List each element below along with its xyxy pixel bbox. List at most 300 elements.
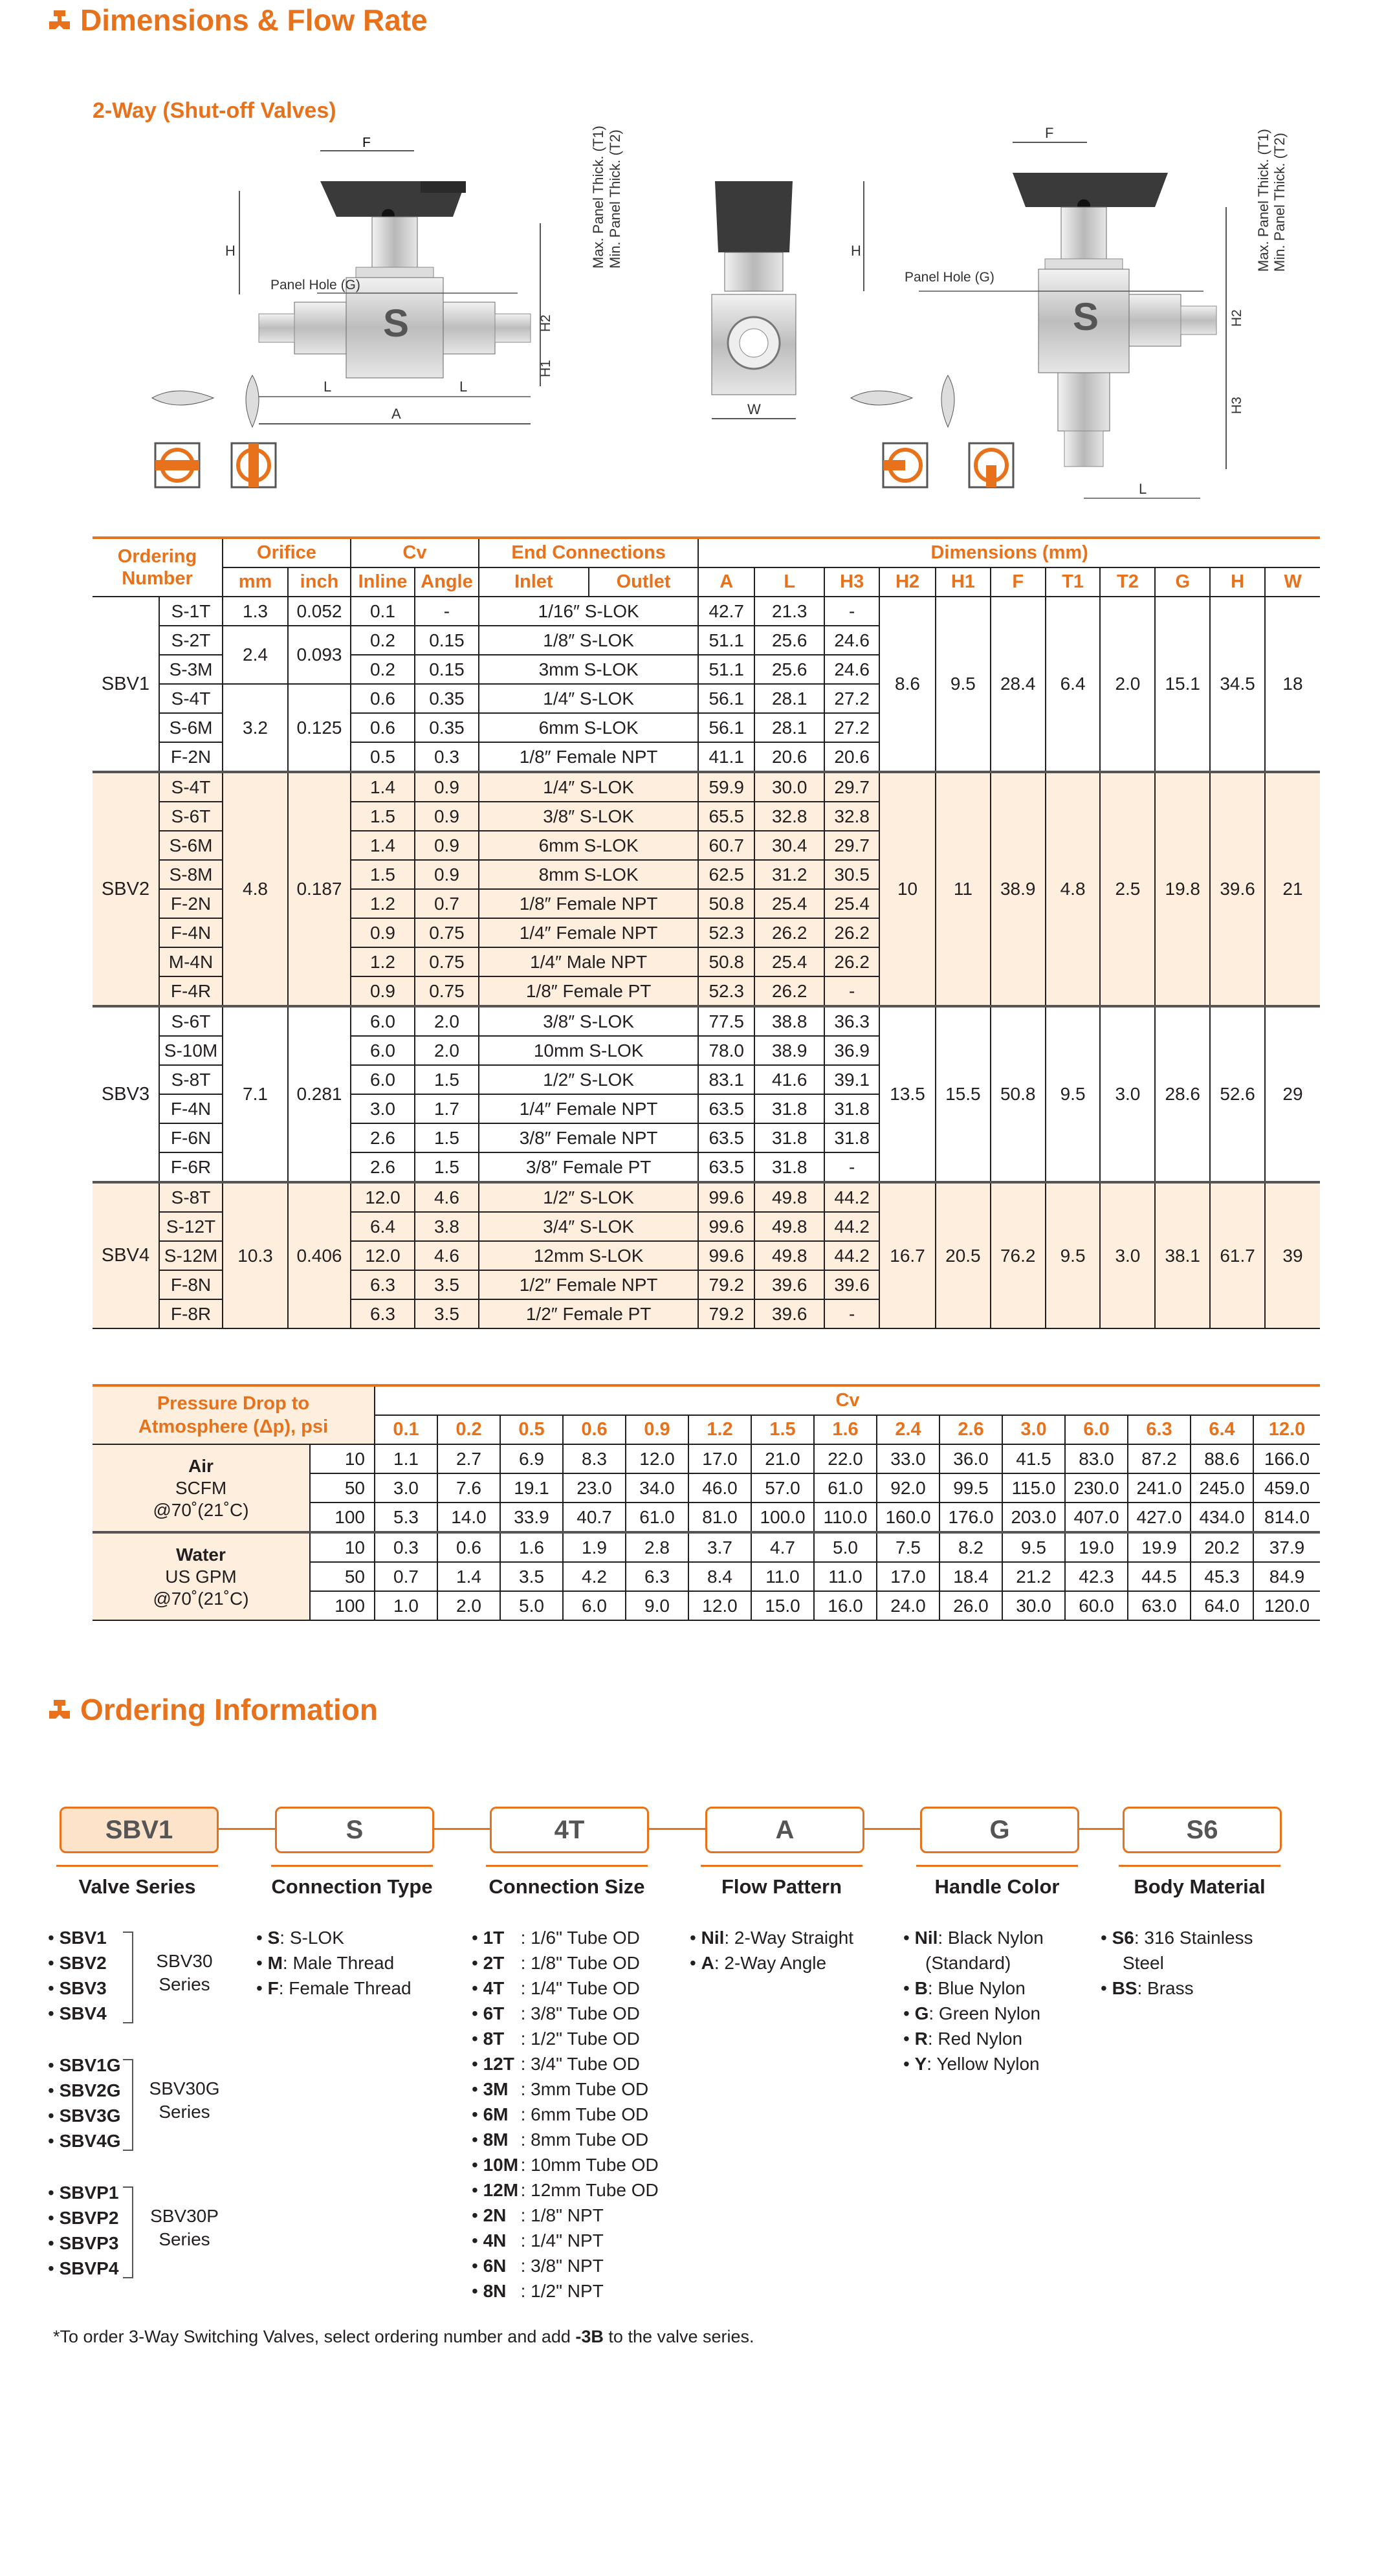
table-cell: S-3M: [159, 655, 223, 684]
water-label-cell: [93, 1532, 310, 1620]
flow-value-cell: 427.0: [1128, 1503, 1191, 1532]
table-cell: 49.8: [754, 1241, 824, 1270]
flow-value-cell: 814.0: [1253, 1503, 1320, 1532]
table-cell: 2.0: [415, 1036, 479, 1065]
table-cell: 1.7: [415, 1094, 479, 1123]
conn-type-item: • M: Male Thread: [256, 1950, 394, 1976]
cv-value-header: 2.6: [939, 1415, 1002, 1444]
table-cell: M-4N: [159, 947, 223, 976]
table-cell: 7.1: [223, 1006, 288, 1182]
table-cell: 9.5: [936, 597, 991, 772]
series-code: SBVP2: [59, 2208, 119, 2228]
flow-value-cell: 8.4: [688, 1562, 751, 1591]
valve-drawings: [142, 120, 1320, 511]
series-item: • SBV2: [48, 1953, 107, 1973]
table-cell: 10: [879, 772, 936, 1006]
flow-value-cell: 11.0: [814, 1562, 877, 1591]
option-desc-cont: (Standard): [925, 1953, 1011, 1973]
svg-text:H2: H2: [1229, 309, 1244, 327]
series-item: • SBV1G: [48, 2055, 121, 2075]
table-cell: 0.75: [415, 918, 479, 947]
option-code: S6: [1112, 1928, 1134, 1948]
option-desc: : 3mm Tube OD: [520, 2079, 649, 2099]
flow-value-cell: 203.0: [1002, 1503, 1065, 1532]
flow-value-cell: 83.0: [1065, 1444, 1128, 1473]
table-cell: 1/4″ S-LOK: [479, 684, 698, 713]
table-cell: 42.7: [698, 597, 754, 626]
flow-value-cell: 8.2: [939, 1532, 1002, 1562]
table-cell: 2.0: [1100, 597, 1155, 772]
series-label: Series: [159, 2229, 210, 2249]
flow-rate-table: [93, 1384, 1320, 1621]
table-cell: -: [824, 1152, 879, 1182]
table-cell: 1/4″ Female NPT: [479, 1094, 698, 1123]
series-item: • SBV1: [48, 1928, 107, 1948]
handle-color-item: • Nil: Black Nylon: [903, 1925, 1044, 1950]
flow-value-cell: 30.0: [1002, 1591, 1065, 1620]
flow-value-cell: 81.0: [688, 1503, 751, 1532]
table-cell: 10.3: [223, 1182, 288, 1328]
series-code: SBVP4: [59, 2258, 119, 2278]
table-cell: 29.7: [824, 772, 879, 802]
table-cell: 20.6: [754, 742, 824, 772]
table-cell: 6.0: [351, 1036, 415, 1065]
table-cell: 26.2: [824, 918, 879, 947]
ordering-caption: Handle Color: [934, 1875, 1060, 1898]
flow-value-cell: 6.9: [500, 1444, 563, 1473]
flow-value-cell: 34.0: [626, 1473, 688, 1503]
table-cell: 0.9: [415, 772, 479, 802]
option-code: BS: [1112, 1978, 1137, 1998]
hdr-end-connections: End Connections: [479, 538, 698, 567]
option-desc: : S-LOK: [280, 1928, 344, 1948]
svg-text:F: F: [1045, 125, 1054, 141]
option-code: Nil: [914, 1928, 938, 1948]
table-cell: 39.6: [754, 1299, 824, 1328]
table-cell: SBV4: [93, 1182, 159, 1328]
series-label: Series: [159, 1974, 210, 1994]
table-cell: 0.6: [351, 684, 415, 713]
table-cell: 61.7: [1210, 1182, 1265, 1328]
conn-size-item: • 2T : 1/8" Tube OD: [472, 1950, 640, 1976]
table-cell: 77.5: [698, 1006, 754, 1036]
table-cell: 4.6: [415, 1241, 479, 1270]
dimensions-table: [93, 536, 1320, 1329]
table-cell: 0.3: [415, 742, 479, 772]
table-cell: 15.1: [1155, 597, 1210, 772]
svg-text:H: H: [851, 243, 861, 259]
hdr-h2: H2: [879, 567, 936, 597]
flow-value-cell: 12.0: [626, 1444, 688, 1473]
handle-color-item: • Y: Yellow Nylon: [903, 2051, 1040, 2076]
table-cell: 83.1: [698, 1065, 754, 1094]
option-code: 8T: [483, 2029, 505, 2049]
option-desc: : Red Nylon: [927, 2029, 1023, 2049]
cv-value-header: 6.3: [1128, 1415, 1191, 1444]
series-item: • SBVP4: [48, 2258, 119, 2278]
ordering-code-box: A: [705, 1807, 864, 1853]
conn-size-item: • 8M : 8mm Tube OD: [472, 2127, 648, 2152]
series-item: • SBV4: [48, 2003, 107, 2023]
flow-value-cell: 18.4: [939, 1562, 1002, 1591]
ordering-code-box: S6: [1123, 1807, 1282, 1853]
table-cell: 50.8: [698, 947, 754, 976]
flow-value-cell: 459.0: [1253, 1473, 1320, 1503]
option-code: B: [914, 1978, 928, 1998]
option-desc: : Yellow Nylon: [927, 2054, 1040, 2074]
option-code: 8M: [483, 2130, 509, 2150]
table-cell: F-8R: [159, 1299, 223, 1328]
table-cell: 9.5: [1046, 1006, 1101, 1182]
conn-size-item: • 10M : 10mm Tube OD: [472, 2152, 659, 2177]
table-cell: 29: [1265, 1006, 1320, 1182]
table-cell: 20.6: [824, 742, 879, 772]
flow-value-cell: 5.0: [500, 1591, 563, 1620]
ordering-code-box: SBV1: [60, 1807, 219, 1853]
table-cell: S-6T: [159, 1006, 223, 1036]
flow-value-cell: 0.3: [375, 1532, 437, 1562]
connector-line: [864, 1828, 920, 1830]
table-cell: 8mm S-LOK: [479, 860, 698, 889]
table-cell: 39.1: [824, 1065, 879, 1094]
table-cell: S-4T: [159, 684, 223, 713]
svg-text:Panel Hole (G): Panel Hole (G): [270, 278, 360, 292]
water-label: Water: [176, 1544, 226, 1565]
table-cell: F-4N: [159, 918, 223, 947]
flow-pattern-item: • A: 2-Way Angle: [690, 1950, 826, 1976]
flow-value-cell: 57.0: [751, 1473, 814, 1503]
flow-value-cell: 84.9: [1253, 1562, 1320, 1591]
table-cell: 30.5: [824, 860, 879, 889]
table-cell: -: [415, 597, 479, 626]
table-cell: 44.2: [824, 1241, 879, 1270]
flow-value-cell: 45.3: [1191, 1562, 1253, 1591]
option-code: 2T: [483, 1953, 505, 1973]
option-desc: : 1/4" Tube OD: [520, 1978, 640, 1998]
hdr-g: G: [1155, 567, 1210, 597]
table-cell: 3/8″ S-LOK: [479, 802, 698, 831]
table-cell: 15.5: [936, 1006, 991, 1182]
conn-size-item: • 6M : 6mm Tube OD: [472, 2102, 648, 2127]
svg-text:Min. Panel Thick. (T2): Min. Panel Thick. (T2): [1271, 133, 1288, 272]
table-cell: 4.6: [415, 1182, 479, 1212]
option-desc: : Green Nylon: [928, 2003, 1041, 2023]
table-cell: F-2N: [159, 742, 223, 772]
table-cell: 79.2: [698, 1270, 754, 1299]
table-cell: 34.5: [1210, 597, 1265, 772]
table-cell: 6.3: [351, 1299, 415, 1328]
table-cell: 51.1: [698, 626, 754, 655]
table-cell: -: [824, 976, 879, 1006]
hdr-h1: H1: [936, 567, 991, 597]
flow-value-cell: 88.6: [1191, 1444, 1253, 1473]
flow-value-cell: 44.5: [1128, 1562, 1191, 1591]
hdr-outlet: Outlet: [589, 567, 699, 597]
table-cell: 31.8: [754, 1152, 824, 1182]
flow-value-cell: 1.9: [563, 1532, 626, 1562]
table-cell: 76.2: [991, 1182, 1046, 1328]
table-cell: S-6M: [159, 713, 223, 742]
table-cell: 28.1: [754, 713, 824, 742]
table-cell: 31.8: [754, 1123, 824, 1152]
table-cell: 49.8: [754, 1212, 824, 1241]
table-cell: 6mm S-LOK: [479, 713, 698, 742]
hdr-dimensions: Dimensions (mm): [698, 538, 1320, 567]
table-cell: 0.6: [351, 713, 415, 742]
hdr-t2: T2: [1100, 567, 1155, 597]
option-code: 6M: [483, 2104, 509, 2124]
table-cell: 3.8: [415, 1212, 479, 1241]
option-code: 4T: [483, 1978, 505, 1998]
table-cell: 62.5: [698, 860, 754, 889]
flow-value-cell: 20.2: [1191, 1532, 1253, 1562]
flow-value-cell: 2.8: [626, 1532, 688, 1562]
svg-text:S: S: [383, 302, 410, 345]
table-cell: 56.1: [698, 713, 754, 742]
series-item: • SBVP2: [48, 2208, 119, 2228]
table-cell: 32.8: [824, 802, 879, 831]
table-cell: 99.6: [698, 1182, 754, 1212]
flow-value-cell: 63.0: [1128, 1591, 1191, 1620]
table-cell: 0.406: [288, 1182, 351, 1328]
subheading: 2-Way (Shut-off Valves): [93, 98, 336, 123]
flow-value-cell: 110.0: [814, 1503, 877, 1532]
flow-pattern-item: • Nil: 2-Way Straight: [690, 1925, 853, 1950]
table-cell: 1/8″ Female PT: [479, 976, 698, 1006]
table-cell: F-6N: [159, 1123, 223, 1152]
flow-value-cell: 23.0: [563, 1473, 626, 1503]
cv-value-header: 6.4: [1191, 1415, 1253, 1444]
connector-line: [434, 1828, 490, 1830]
conn-size-item: • 3M : 3mm Tube OD: [472, 2076, 648, 2102]
flow-value-cell: 245.0: [1191, 1473, 1253, 1503]
flow-value-cell: 87.2: [1128, 1444, 1191, 1473]
table-cell: 38.1: [1155, 1182, 1210, 1328]
flow-value-cell: 41.5: [1002, 1444, 1065, 1473]
flow-value-cell: 115.0: [1002, 1473, 1065, 1503]
flow-hdr-line2: Atmosphere (Δp), psi: [138, 1416, 329, 1437]
ordering-caption: Body Material: [1134, 1875, 1266, 1898]
option-desc: : 1/2" Tube OD: [520, 2029, 640, 2049]
table-cell: 2.6: [351, 1123, 415, 1152]
table-cell: 38.9: [754, 1036, 824, 1065]
conn-size-item: • 8N : 1/2" NPT: [472, 2278, 604, 2304]
footnote-text: *To order 3-Way Switching Valves, select ordering number and add: [53, 2327, 576, 2346]
hdr-h3: H3: [824, 567, 879, 597]
flow-value-cell: 61.0: [814, 1473, 877, 1503]
table-cell: S-4T: [159, 772, 223, 802]
table-cell: S-10M: [159, 1036, 223, 1065]
table-cell: 1.4: [351, 772, 415, 802]
table-cell: 12.0: [351, 1241, 415, 1270]
table-cell: 0.187: [288, 772, 351, 1006]
table-cell: 1.5: [415, 1123, 479, 1152]
flow-value-cell: 166.0: [1253, 1444, 1320, 1473]
table-cell: 1/4″ Female NPT: [479, 918, 698, 947]
table-cell: 1.5: [351, 860, 415, 889]
table-cell: 51.1: [698, 655, 754, 684]
flow-table-body: [93, 1444, 1320, 1620]
flow-value-cell: 7.6: [437, 1473, 500, 1503]
svg-text:H: H: [225, 243, 236, 259]
hdr-l: L: [754, 567, 824, 597]
flow-value-cell: 19.9: [1128, 1532, 1191, 1562]
table-cell: 0.15: [415, 655, 479, 684]
ordering-caption: Connection Size: [489, 1875, 645, 1898]
flow-value-cell: 33.9: [500, 1503, 563, 1532]
pressure-drop-cell: 10: [310, 1444, 375, 1473]
series-code: SBVP1: [59, 2183, 119, 2203]
table-cell: 0.75: [415, 976, 479, 1006]
table-cell: 52.6: [1210, 1006, 1265, 1182]
flow-value-cell: 37.9: [1253, 1532, 1320, 1562]
table-cell: 10mm S-LOK: [479, 1036, 698, 1065]
table-cell: 3.0: [1100, 1182, 1155, 1328]
flow-value-cell: 3.7: [688, 1532, 751, 1562]
series-bracket: [123, 1932, 133, 2023]
option-desc: : Female Thread: [278, 1978, 412, 1998]
caption-rule: [486, 1865, 648, 1867]
option-code: 6N: [483, 2256, 507, 2276]
option-desc: : Black Nylon: [938, 1928, 1044, 1948]
table-cell: 32.8: [754, 802, 824, 831]
option-code: 2N: [483, 2205, 507, 2225]
body-material-item: • BS: Brass: [1101, 1976, 1194, 2001]
table-cell: 0.35: [415, 684, 479, 713]
straight-valve-drawing: [225, 126, 623, 424]
flow-value-cell: 19.1: [500, 1473, 563, 1503]
table-cell: 1/16″ S-LOK: [479, 597, 698, 626]
table-cell: F-4N: [159, 1094, 223, 1123]
hdr-inlet: Inlet: [479, 567, 589, 597]
table-cell: 18: [1265, 597, 1320, 772]
hdr-inch: inch: [288, 567, 351, 597]
air-unit: SCFM: [175, 1477, 227, 1498]
hdr-w: W: [1265, 567, 1320, 597]
flow-value-cell: 1.1: [375, 1444, 437, 1473]
table-cell: S-8T: [159, 1182, 223, 1212]
table-cell: 1.2: [351, 889, 415, 918]
table-cell: 6.0: [351, 1006, 415, 1036]
table-cell: 1.5: [415, 1152, 479, 1182]
table-cell: 19.8: [1155, 772, 1210, 1006]
table-cell: 39: [1265, 1182, 1320, 1328]
flow-value-cell: 12.0: [688, 1591, 751, 1620]
table-cell: S-1T: [159, 597, 223, 626]
series-code: SBV1G: [59, 2055, 121, 2075]
option-desc: : 1/8" NPT: [520, 2205, 604, 2225]
table-cell: -: [824, 597, 879, 626]
flow-value-cell: 4.2: [563, 1562, 626, 1591]
table-cell: 26.2: [824, 947, 879, 976]
flow-value-cell: 14.0: [437, 1503, 500, 1532]
flow-value-cell: 33.0: [877, 1444, 939, 1473]
series-item: • SBV2G: [48, 2080, 121, 2100]
dimensions-table-header: [93, 538, 1320, 597]
conn-size-item: • 8T : 1/2" Tube OD: [472, 2026, 640, 2051]
table-cell: 26.2: [754, 976, 824, 1006]
table-cell: 31.8: [754, 1094, 824, 1123]
option-code: 3M: [483, 2079, 509, 2099]
option-desc: : 316 Stainless: [1134, 1928, 1253, 1948]
flow-value-cell: 24.0: [877, 1591, 939, 1620]
handle-color-item: • G: Green Nylon: [903, 2001, 1040, 2026]
option-desc: : 6mm Tube OD: [520, 2104, 649, 2124]
flow-value-cell: 60.0: [1065, 1591, 1128, 1620]
flow-value-cell: 0.7: [375, 1562, 437, 1591]
table-cell: 39.6: [824, 1270, 879, 1299]
conn-size-item: • 4N : 1/4" NPT: [472, 2228, 604, 2253]
side-view-drawing: [712, 181, 796, 419]
table-cell: 3.2: [223, 684, 288, 772]
table-cell: 52.3: [698, 918, 754, 947]
valve-icon: [48, 1698, 71, 1721]
hdr-mm: mm: [223, 567, 288, 597]
option-desc: : 1/8" Tube OD: [520, 1953, 640, 1973]
flow-value-cell: 22.0: [814, 1444, 877, 1473]
table-cell: 99.6: [698, 1212, 754, 1241]
table-cell: 26.2: [754, 918, 824, 947]
flow-value-cell: 5.0: [814, 1532, 877, 1562]
conn-size-item: • 6N : 3/8" NPT: [472, 2253, 604, 2278]
table-row: [93, 1006, 1320, 1036]
table-cell: 1/8″ S-LOK: [479, 626, 698, 655]
table-cell: 16.7: [879, 1182, 936, 1328]
option-desc: : 12mm Tube OD: [520, 2180, 659, 2200]
air-label-cell: [93, 1444, 310, 1532]
cv-value-header: 1.6: [814, 1415, 877, 1444]
pressure-drop-cell: 50: [310, 1473, 375, 1503]
hdr-orifice: Orifice: [223, 538, 351, 567]
option-desc: : 3/4" Tube OD: [520, 2054, 640, 2074]
option-code: 12T: [483, 2054, 514, 2074]
svg-text:L: L: [1139, 481, 1147, 497]
table-cell: S-12M: [159, 1241, 223, 1270]
table-cell: 99.6: [698, 1241, 754, 1270]
table-cell: 0.2: [351, 626, 415, 655]
table-cell: 1.4: [351, 831, 415, 860]
option-code: Nil: [701, 1928, 725, 1948]
flow-value-cell: 4.7: [751, 1532, 814, 1562]
table-cell: 63.5: [698, 1094, 754, 1123]
svg-text:H3: H3: [1229, 397, 1244, 414]
handle-color-item: • B: Blue Nylon: [903, 1976, 1026, 2001]
table-cell: 0.125: [288, 684, 351, 772]
table-cell: 9.5: [1046, 1182, 1101, 1328]
pressure-drop-cell: 100: [310, 1591, 375, 1620]
table-cell: 0.9: [351, 976, 415, 1006]
flow-value-cell: 434.0: [1191, 1503, 1253, 1532]
series-name: SBV30P: [150, 2206, 219, 2226]
caption-rule: [56, 1865, 218, 1867]
table-cell: 1.5: [351, 802, 415, 831]
option-desc: : Blue Nylon: [927, 1978, 1026, 1998]
ordering-code-box: S: [275, 1807, 434, 1853]
table-cell: 52.3: [698, 976, 754, 1006]
option-code: 12M: [483, 2180, 519, 2200]
ordering-caption: Valve Series: [78, 1875, 196, 1898]
table-cell: 31.8: [824, 1094, 879, 1123]
table-cell: 0.35: [415, 713, 479, 742]
flow-value-cell: 21.2: [1002, 1562, 1065, 1591]
series-bracket: [123, 2186, 133, 2278]
hdr-t1: T1: [1046, 567, 1101, 597]
table-cell: 2.6: [351, 1152, 415, 1182]
series-code: SBV4: [59, 2003, 107, 2023]
table-cell: 44.2: [824, 1212, 879, 1241]
option-desc-cont: Steel: [1123, 1953, 1164, 1973]
table-cell: 39.6: [1210, 772, 1265, 1006]
